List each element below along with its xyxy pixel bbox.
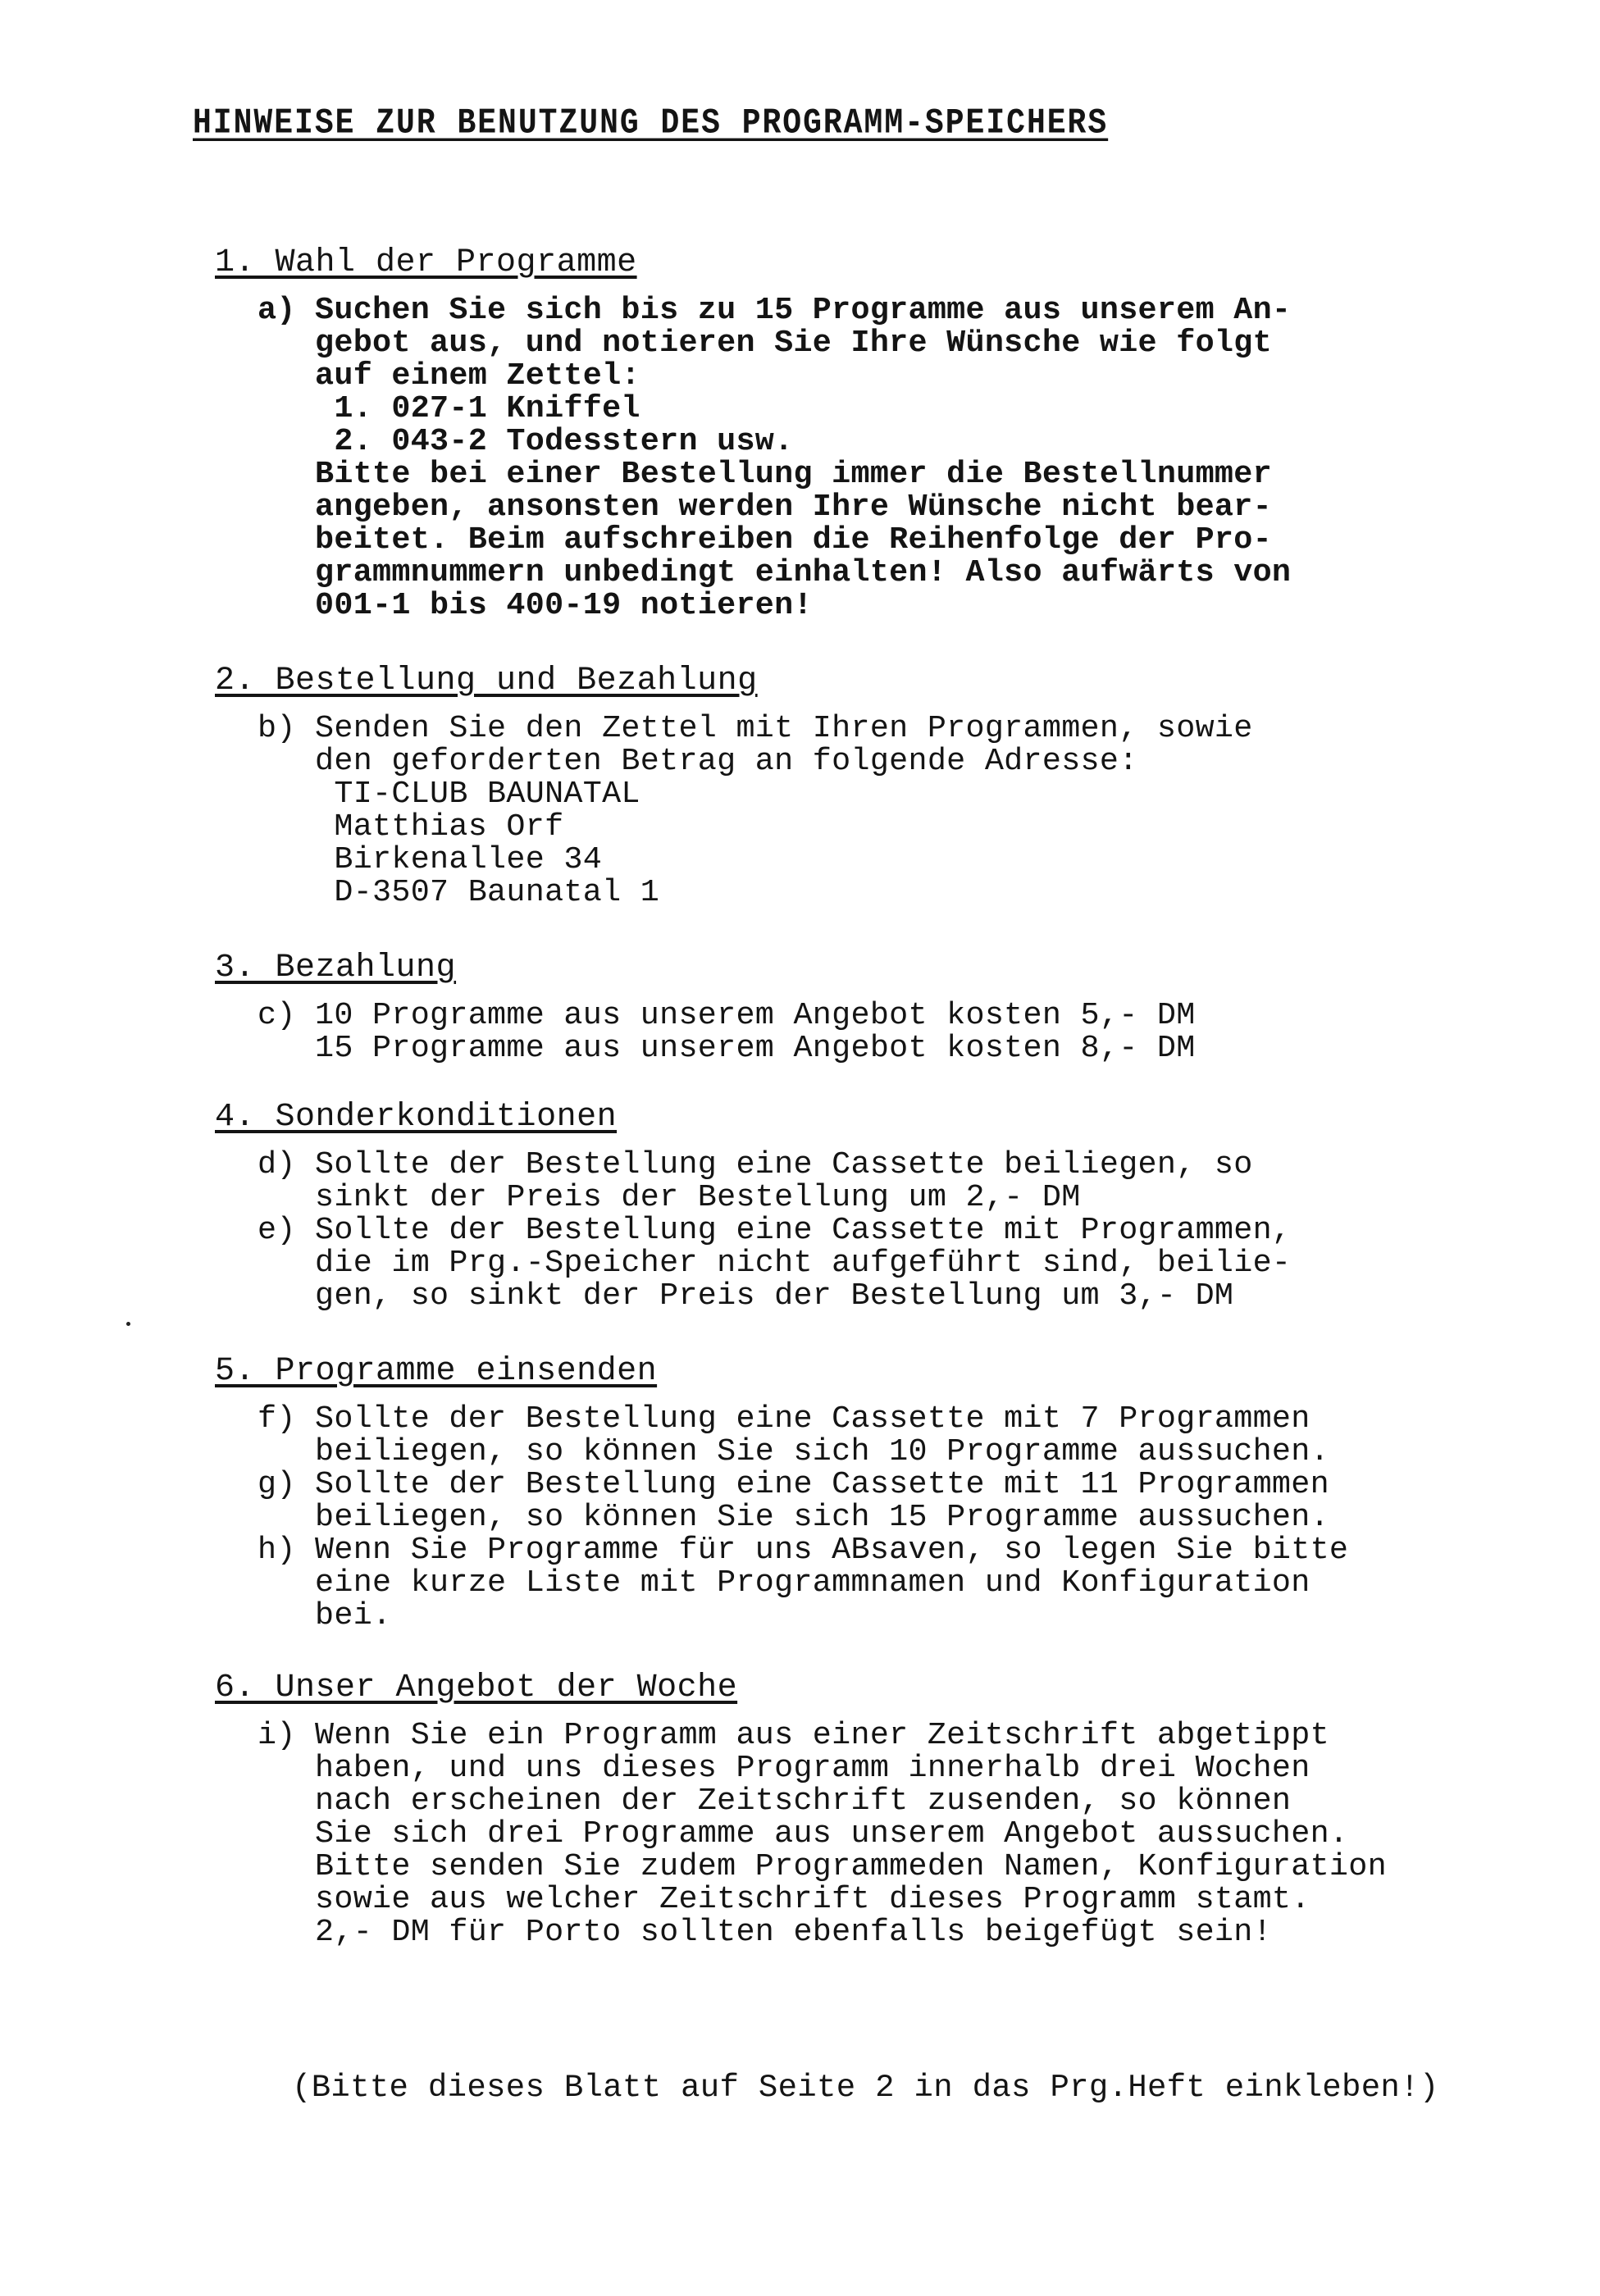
section-body-6: i) Wenn Sie ein Programm aus einer Zeitschrift abgetippt haben, und uns dieses Programm innerhalb drei Wochen nach erscheinen der Zeitschrift zusenden, so können Sie sich drei Programme aus unserem Angebot aussuchen. Bitte senden Sie zudem Programmeden Namen, Konfiguration sowie aus welcher Zeitschrift dieses Programm stamt. 2,- DM für Porto sollten ebenfalls beigefügt sein! xyxy=(258,1717,1387,1950)
section-body-4: d) Sollte der Bestellung eine Cassette beiliegen, so sinkt der Preis der Bestellung um 2,- DM e) Sollte der Bestellung eine Cassette mit Programmen, die im Prg.-Speicher nicht aufgeführt sind, beilie- gen, so sinkt der Preis der Bestellung um 3,- DM xyxy=(258,1146,1292,1314)
section-heading-5: 5. Programme einsenden xyxy=(215,1353,658,1390)
section-heading-3: 3. Bezahlung xyxy=(215,950,457,986)
footer-note: (Bitte dieses Blatt auf Seite 2 in das Prg.Heft einkleben!) xyxy=(292,2070,1439,2106)
section-heading-2: 2. Bestellung und Bezahlung xyxy=(215,663,758,699)
section-heading-4: 4. Sonderkonditionen xyxy=(215,1099,618,1136)
section-body-2: b) Senden Sie den Zettel mit Ihren Programmen, sowie den geforderten Betrag an folgende Adresse: TI-CLUB BAUNATAL Matthias Orf Birkenallee 34 D-3507 Baunatal 1 xyxy=(258,710,1253,910)
section-body-1: a) Suchen Sie sich bis zu 15 Programme aus unserem An- gebot aus, und notieren Sie Ihre Wünsche wie folgt auf einem Zettel: 1. 027-1 Kniffel 2. 043-2 Todesstern usw. Bitte bei einer Bestellung immer die Bestellnummer angeben, ansonsten werden Ihre Wünsche nicht bear- beitet. Beim aufschreiben die Reihenfolge der Pro- grammnummern unbedingt einhalten! Also aufwärts von 001-1 bis 400-19 notieren! xyxy=(258,292,1292,623)
section-heading-1: 1. Wahl der Programme xyxy=(215,244,637,281)
section-body-5: f) Sollte der Bestellung eine Cassette mit 7 Programmen beiliegen, so können Sie sich 10 Programme aussuchen. g) Sollte der Bestellung eine Cassette mit 11 Programmen beiliegen, so können Sie sich 15 Programme aussuchen. h) Wenn Sie Programme für uns ABsaven, so legen Sie bitte eine kurze Liste mit Programmnamen und Konfiguration bei. xyxy=(258,1401,1349,1633)
stray-ink-mark xyxy=(126,1322,130,1326)
document-title: HINWEISE ZUR BENUTZUNG DES PROGRAMM-SPEICHERS xyxy=(193,103,1109,144)
section-heading-6: 6. Unser Angebot der Woche xyxy=(215,1670,738,1706)
section-body-3: c) 10 Programme aus unserem Angebot kosten 5,- DM 15 Programme aus unserem Angebot kosten 8,- DM xyxy=(258,997,1196,1066)
